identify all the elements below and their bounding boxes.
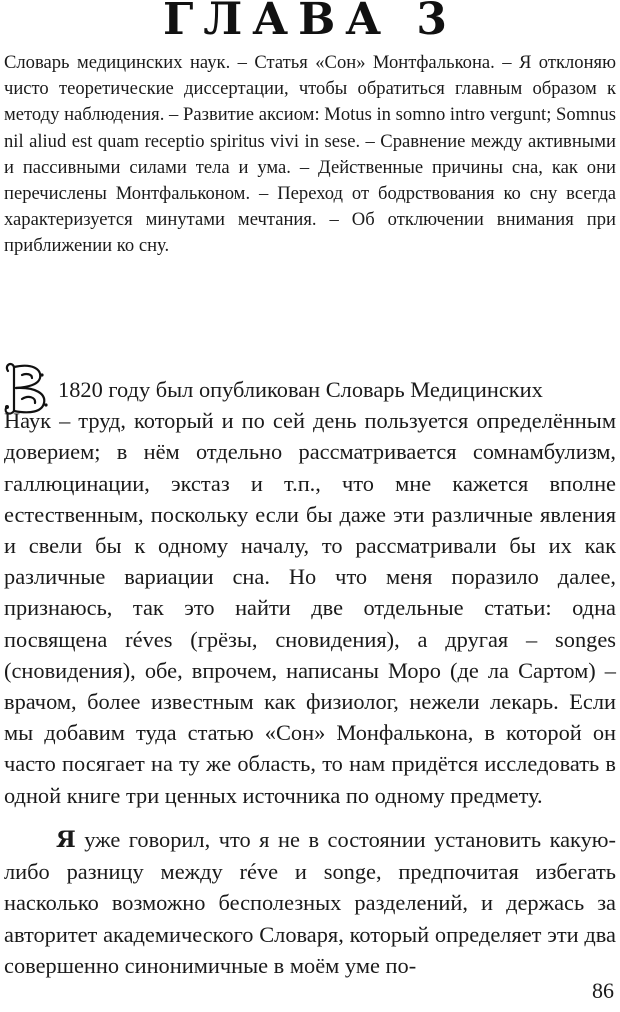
paragraph-1-body: Наук – труд, который и по сей день пользуется определённым доверием; в нём отдельно рассматривается сомнамбулизм, галлюцинации, экстаз и т.п., что мне кажется вполне естественным, поскольку если бы даже эти различные явления и свели бы к одному началу, то рассматривали бы их как различные вариации сна. Но что меня поразило далее, признаюсь, так это найти две отдельные статьи: одна посвящена réves (грёзы, сновидения), а другая – songes (сновидения), обе, впрочем, написаны Моро (де ла Сартом) – врачом, более известным как физиолог, нежели лекарь. Если мы добавим туда статью «Сон» Монфалькона, в которой он часто посягает на ту же область, то нам придётся исследовать в одной книге три ценных источника по одному предмету. [4,408,617,808]
page-number: 86 [592,978,614,1003]
paragraph-1-first-line: 1820 году был опубликован Словарь Медицинских [58,377,543,402]
chapter-title: ГЛАВА 3 [162,0,458,42]
paragraph-2-ornate-initial: Я [56,827,76,853]
paragraph-1 [4,374,616,811]
paragraph-2 [4,824,616,981]
paragraph-2-body: уже говорил, что я не в состоянии установить какую-либо разницу между réve и songe, предпочитая избегать насколько возможно бесполезных разделений, и держась за авторитет академического Словаря, который определяет эти два совершенно синонимичные в моём уме по- [4,827,616,978]
chapter-summary: Словарь медицинских наук. – Статья «Сон» Монтфалькона. – Я отклоняю чисто теоретические диссертации, чтобы обратиться главным образом к методу наблюдения. – Развитие аксиом: Motus in somno intro vergunt; Somnus nil aliud est quam receptio spiritus vivi in sese. – Сравнение между активными и пассивными силами тела и ума. – Действенные причины сна, как они перечислены Монтфальконом. – Переход от бодрствования ко сну всегда характеризуется минутами мечтания. – Об отключении внимания при приближении ко сну. [4,52,616,257]
